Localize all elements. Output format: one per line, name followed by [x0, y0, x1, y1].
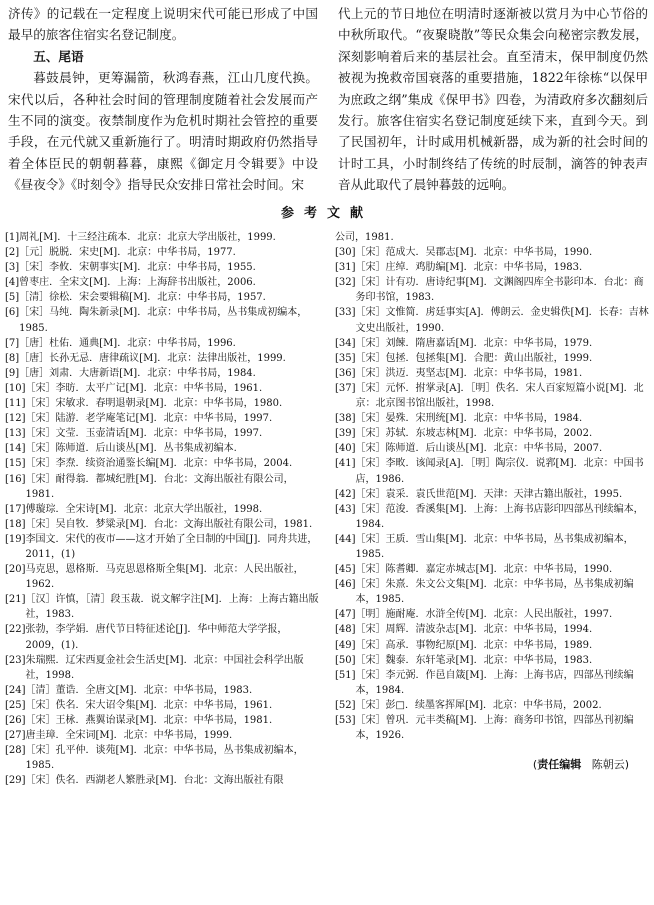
body-column-left [8, 3, 318, 193]
reference-entry [335, 653, 649, 668]
reference-number: [6] [5, 307, 20, 319]
reference-entry [5, 456, 319, 471]
reference-text: ［宋］李畋．该闻录[A]．［明］陶宗仪．说郛[M]．北京：中国书店，1986. [355, 458, 644, 485]
reference-text: ［宋］元怀．拊掌录[A]．［明］佚名．宋人百家短篇小说[M]．北京：北京图书馆出版社，1998. [355, 382, 644, 410]
reference-entry [335, 487, 649, 502]
reference-number: [27] [5, 730, 26, 742]
reference-text: ［宋］范成大．吴郡志[M]．北京：中华书局，1990. [355, 247, 593, 259]
reference-text: ［宋］王栐．燕翼诒谋录[M]．北京：中华书局，1981. [25, 715, 273, 726]
reference-entry [5, 411, 319, 426]
reference-entry [335, 532, 649, 562]
reference-text: ［宋］佚名．西湖老人繁胜录[M]．台北：文海出版社有限 [25, 775, 284, 787]
reference-number: [28] [5, 745, 26, 757]
reference-number: [47] [335, 609, 356, 621]
reference-text: ［唐］长孙无忌．唐律疏议[M]．北京：法律出版社，1999. [19, 352, 286, 364]
reference-text: 曾枣庄．全宋文[M]．上海：上海辞书出版社，2006. [19, 277, 256, 289]
reference-text: ［唐］杜佑．通典[M]．北京：中华书局，1996. [19, 337, 236, 349]
editor-label: 责任编辑 [537, 758, 582, 772]
reference-number: [38] [335, 413, 356, 425]
reference-text: ［宋］孔平仲．谈苑[M]．北京：中华书局，丛书集成初编本，1985. [25, 745, 304, 772]
reference-entry [335, 441, 649, 456]
reference-number: [19] [5, 533, 26, 545]
reference-entry [335, 577, 649, 607]
reference-number: [1] [5, 232, 20, 243]
reference-text: 张勃，李学娟．唐代节日特征述论[J]．华中师范大学学报，2009，(1). [25, 624, 288, 651]
reference-text: ［清］董诰．全唐文[M]．北京：中华书局，1983. [25, 684, 253, 696]
reference-text: ［宋］范浚．香溪集[M]．上海：上海书店影印四部丛刊续编本，1984. [355, 503, 644, 530]
reference-number: [14] [5, 443, 26, 455]
reference-text: ［宋］李焘．续资治通鉴长编[M]．北京：中华书局，2004. [25, 458, 293, 470]
reference-entry [335, 638, 649, 653]
reference-entry [5, 562, 319, 592]
reference-entry [5, 336, 319, 351]
reference-text: ［宋］佚名．宋大诏令集[M]．北京：中华书局，1961. [25, 699, 273, 711]
reference-number: [3] [5, 262, 20, 274]
reference-text: ［宋］魏泰．东轩笔录[M]．北京：中华书局，1983. [355, 654, 593, 666]
reference-number: [51] [335, 669, 356, 681]
reference-text: 周礼[M]．十三经注疏本．北京：北京大学出版社，1999. [19, 232, 276, 243]
reference-number: [44] [335, 533, 356, 545]
reference-entry [335, 411, 649, 426]
reference-number: [32] [335, 277, 356, 289]
reference-number: [4] [5, 277, 20, 289]
reference-text: 唐圭璋．全宋词[M]．北京：中华书局，1999. [25, 730, 233, 742]
reference-number: [33] [335, 307, 356, 319]
reference-entry [335, 607, 649, 622]
reference-number: [26] [5, 715, 26, 726]
reference-entry [335, 426, 649, 441]
reference-number: [42] [335, 488, 356, 500]
reference-number: [13] [5, 428, 26, 440]
reference-entry [335, 502, 649, 532]
reference-text: ［宋］吴自牧．梦粱录[M]．台北：文海出版社有限公司，1981. [25, 518, 313, 530]
reference-entry [335, 351, 649, 366]
section-heading: 五、尾语 [33, 48, 84, 64]
reference-entry [335, 260, 649, 275]
reference-text: ［宋］庄绰．鸡肋编[M]．北京：中华书局，1983. [355, 262, 583, 274]
reference-number: [25] [5, 699, 26, 711]
references-section [5, 230, 649, 788]
reference-text: 马克思，恩格斯．马克思恩格斯全集[M]．北京：人民出版社，1962. [25, 564, 304, 591]
reference-entry [5, 230, 319, 245]
reference-text: ［宋］朱熹．朱文公文集[M]．北京：中华书局，丛书集成初编本，1985. [355, 579, 634, 606]
reference-text: ［宋］陈耆卿．嘉定赤城志[M]．北京：中华书局，1990. [355, 564, 613, 576]
reference-text: ［宋］洪迈．夷坚志[M]．北京：中华书局，1981. [355, 367, 583, 379]
reference-number: [20] [5, 564, 26, 576]
reference-number: [49] [335, 639, 356, 651]
reference-text: ［元］脱脱．宋史[M]．北京：中华书局，1977. [19, 247, 236, 259]
reference-entry [335, 698, 649, 713]
reference-number: [36] [335, 367, 356, 379]
reference-number: [50] [335, 654, 356, 666]
reference-text: ［宋］陈师道．后山谈丛[M]．丛书集成初编本. [25, 443, 237, 455]
reference-number: [23] [5, 654, 26, 666]
reference-entry [5, 698, 319, 713]
reference-text: 朱瑞熙．辽宋西夏金社会生活史[M]．北京：中国社会科学出版社，1998. [25, 654, 304, 681]
reference-text: ［宋］高承．事物纪原[M]．北京：中华书局，1989. [355, 639, 593, 651]
reference-entry [5, 441, 319, 456]
reference-text: 公司，1981. [335, 232, 394, 243]
reference-text: ［宋］李元弼．作邑自箴[M]．上海：上海书店，四部丛刊续编本，1984. [355, 669, 634, 696]
reference-number: [11] [5, 398, 26, 410]
reference-text: ［宋］刘餗．隋唐嘉话[M]．北京：中华书局，1979. [355, 337, 593, 349]
body-text [8, 3, 648, 193]
reference-entry [5, 653, 319, 683]
reference-entry [335, 381, 649, 411]
reference-number: [43] [335, 503, 356, 515]
body-paragraph: 暮鼓晨钟，更筹漏箭，秋鸿春燕，江山几度代换。宋代以后，各种社会时间的管理制度随着社会发展而产生不同的演变。夜禁制度作为危机时期社会管控的重要手段，在元代就又重新施行了。明清时期政府仍然指导着全体臣民的朝朝暮暮，康熙《御定月令辑要》中设《昼夜令》《时刻令》指导民众安排日常社会时间。宋 [8, 70, 318, 193]
reference-number: [31] [335, 262, 356, 274]
reference-entry [5, 517, 319, 532]
reference-text: ［唐］刘肃．大唐新语[M]．北京：中华书局，1984. [19, 367, 256, 379]
reference-entry [5, 260, 319, 275]
reference-text: ［宋］苏轼．东坡志林[M]．北京：中华书局，2002. [355, 428, 593, 440]
reference-entry [5, 290, 319, 305]
reference-text: ［汉］许慎，［清］段玉裁．说文解字注[M]．上海：上海古籍出版社，1983. [25, 594, 319, 621]
reference-number: [21] [5, 594, 26, 606]
reference-text: 傅璇琮．全宋诗[M]．北京：北京大学出版社，1998. [25, 503, 263, 515]
reference-number: [16] [5, 473, 26, 485]
reference-text: ［宋］曾巩．元丰类稿[M]．上海：商务印书馆，四部丛刊初编本，1926. [355, 715, 634, 742]
reference-entry [5, 381, 319, 396]
reference-number: [17] [5, 503, 26, 515]
reference-text: ［宋］李昉．太平广记[M]．北京：中华书局，1961. [25, 382, 263, 394]
reference-entry [335, 456, 649, 486]
body-column-right [338, 3, 648, 193]
reference-text: ［宋］陆游．老学庵笔记[M]．北京：中华书局，1997. [25, 413, 273, 425]
reference-number: [7] [5, 337, 20, 349]
reference-text: ［宋］陈师道．后山谈丛[M]．北京：中华书局，2007. [355, 443, 603, 455]
reference-text: ［宋］彭□．续墨客挥犀[M]．北京：中华书局，2002. [355, 699, 602, 711]
reference-entry [5, 622, 319, 652]
body-paragraph: 济传》的记载在一定程度上说明宋代可能已形成了中国最早的旅客住宿实名登记制度。 [8, 6, 318, 43]
reference-entry [335, 562, 649, 577]
reference-entry [335, 366, 649, 381]
reference-entry [5, 351, 319, 366]
reference-entry [335, 713, 649, 743]
references-column-right [335, 230, 649, 788]
reference-entry [5, 532, 319, 562]
reference-number: [46] [335, 579, 356, 591]
reference-text: 李国文．宋代的夜市——这才开始了全日制的中国[J]．同舟共进，2011，(1) [25, 533, 318, 560]
editor-credit: (责任编辑 陈朝云) [532, 758, 629, 772]
reference-entry [5, 592, 319, 622]
reference-entry [5, 396, 319, 411]
reference-number: [40] [335, 443, 356, 455]
reference-text: ［宋］计有功．唐诗纪事[M]．文渊阁四库全书影印本．台北：商务印书馆，1983. [355, 277, 644, 304]
reference-entry [5, 743, 319, 773]
reference-entry [5, 275, 319, 290]
reference-entry [5, 773, 319, 788]
reference-number: [52] [335, 699, 356, 711]
reference-number: [53] [335, 715, 356, 726]
reference-number: [22] [5, 624, 26, 636]
reference-number: [10] [5, 382, 26, 394]
reference-number: [48] [335, 624, 356, 636]
reference-entry [5, 713, 319, 728]
reference-number: [5] [5, 292, 20, 304]
reference-text: ［宋］宋敏求．春明退朝录[M]．北京：中华书局，1980. [25, 398, 283, 410]
reference-number: [15] [5, 458, 26, 470]
reference-text: ［清］徐松．宋会要辑稿[M]．北京：中华书局，1957. [19, 292, 266, 304]
reference-entry [335, 245, 649, 260]
reference-number: [30] [335, 247, 356, 259]
body-paragraph: 代上元的节日地位在明清时逐渐被以赏月为中心节俗的中秋所取代。“夜聚晓散”等民众集会向秘密宗教发展，深刻影响着后来的基层社会。直至清末，保甲制度仍然被视为挽救帝国衰落的重要措施，1822年徐栋“以保甲为庶政之纲”集成《保甲书》四卷，为清政府多次翻刻后发行。旅客住宿实名登记制度延续下来，直到今天。到了民国初年，计时咸用机械新器，成为新的社会时间的计时工具，小时制终结了传统的时辰制，滴答的钟表声音从此取代了晨钟暮鼓的远响。 [338, 6, 648, 193]
reference-text: ［宋］晏殊．宋刑统[M]．北京：中华书局，1984. [355, 413, 583, 425]
reference-text: ［宋］耐得翁．都城纪胜[M]．台北：文海出版社有限公司，1981. [25, 473, 294, 500]
reference-entry [335, 622, 649, 637]
reference-entry [5, 683, 319, 698]
reference-entry [5, 472, 319, 502]
reference-text: ［宋］袁采．袁氏世范[M]．天津：天津古籍出版社，1995. [355, 488, 623, 500]
reference-number: [9] [5, 367, 20, 379]
reference-entry [5, 426, 319, 441]
reference-number: [35] [335, 352, 356, 364]
reference-text: ［宋］王质．雪山集[M]．北京：中华书局，丛书集成初编本，1985. [355, 533, 634, 560]
reference-entry [335, 275, 649, 305]
reference-number: [41] [335, 458, 356, 470]
reference-number: [18] [5, 518, 26, 530]
reference-entry [5, 728, 319, 743]
reference-entry [5, 305, 319, 335]
reference-number: [29] [5, 775, 26, 787]
reference-text: ［宋］周辉．清波杂志[M]．北京：中华书局，1994. [355, 624, 593, 636]
reference-number: [24] [5, 684, 26, 696]
reference-text: ［宋］文莹．玉壶清话[M]．北京：中华书局，1997. [25, 428, 263, 440]
reference-text: ［宋］马纯．陶朱新录[M]．北京：中华书局，丛书集成初编本，1985. [19, 307, 308, 334]
reference-number: [37] [335, 382, 356, 394]
reference-entry [335, 668, 649, 698]
reference-number: [12] [5, 413, 26, 425]
reference-entry [5, 245, 319, 260]
reference-entry [335, 230, 649, 245]
reference-number: [2] [5, 247, 20, 259]
references-title: 参考文献 [280, 206, 373, 221]
editor-name: 陈朝云 [591, 758, 625, 772]
reference-number: [45] [335, 564, 356, 576]
reference-entry [5, 366, 319, 381]
reference-number: [34] [335, 337, 356, 349]
reference-text: ［宋］李攸．宋朝事实[M]．北京：中华书局，1955. [19, 262, 256, 274]
reference-number: [8] [5, 352, 20, 364]
reference-entry [335, 305, 649, 335]
references-column-left [5, 230, 319, 788]
reference-text: ［宋］包拯．包拯集[M]．合肥：黄山出版社，1999. [355, 352, 593, 364]
reference-text: ［明］施耐庵．水浒全传[M]．北京：人民出版社，1997. [355, 609, 613, 621]
reference-text: ［宋］文惟简．虏廷事实[A]．傅朗云．金史辑佚[M]．长春：吉林文史出版社，1990. [355, 307, 649, 334]
reference-entry [5, 502, 319, 517]
reference-entry [335, 336, 649, 351]
reference-number: [39] [335, 428, 356, 440]
